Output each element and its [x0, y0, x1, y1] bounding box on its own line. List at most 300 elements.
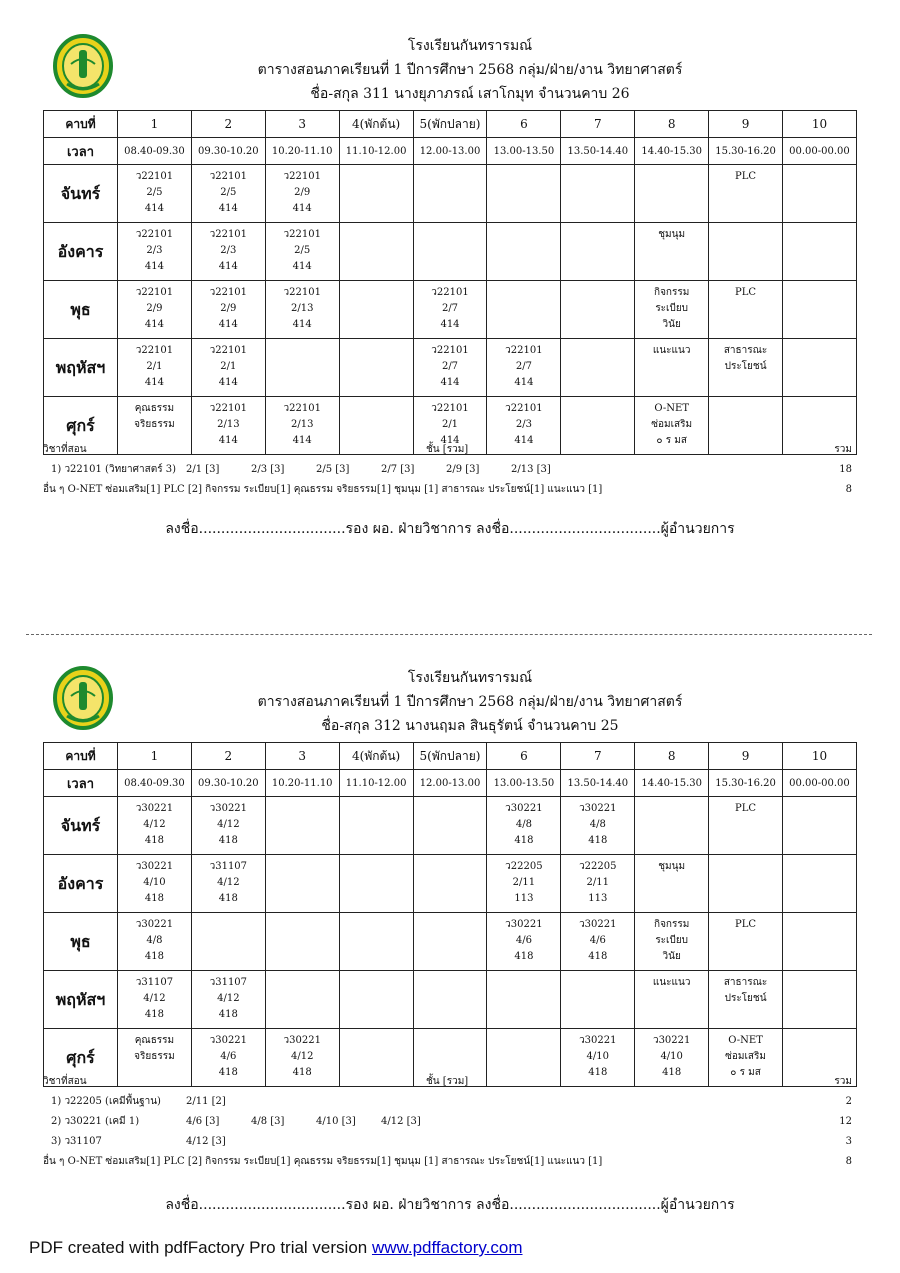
subject-class: 2/9 [3]: [446, 464, 480, 475]
period-cell: 7: [561, 743, 635, 770]
summary-classes-label: ชั้น [รวม]: [426, 1076, 469, 1087]
slot-text: 418: [588, 1067, 608, 1078]
slot-text: 2/13: [290, 419, 314, 430]
slot-text: 2/9: [220, 303, 237, 314]
slot-cell: [191, 223, 265, 281]
period-cell: 10: [783, 111, 857, 138]
slot-text: 418: [514, 835, 534, 846]
slot-text: 414: [144, 377, 164, 388]
day-row: [44, 971, 857, 1029]
slot-text: ว22101: [209, 287, 248, 298]
slot-cell: [118, 339, 192, 397]
slot-text: ระเบียบ: [655, 303, 689, 314]
slot-text: 414: [218, 377, 238, 388]
slot-text: 4/6: [589, 935, 606, 946]
slot-text: 414: [292, 261, 312, 272]
slot-text: ว30221: [652, 1035, 691, 1046]
slot-text: ว22101: [431, 345, 469, 356]
slot-text: คุณธรรม: [134, 403, 175, 414]
slot-text: 2/7: [441, 361, 459, 372]
slot-text: ว31107: [209, 861, 248, 872]
others-text: อื่น ๆ O-NET ซ่อมเสริม[1] PLC [2] กิจกรรม ระเบียบ[1] คุณธรรม จริยธรรม[1] ชุมนุม [1] สาธารณะ ประโยชน์[1] แนะแนว [1]: [43, 1156, 603, 1167]
day-row: [44, 855, 857, 913]
slot-cell: [265, 339, 339, 397]
period-cell: 4(พักต้น): [339, 743, 413, 770]
subject-class: 2/1 [3]: [186, 464, 220, 475]
slot-text: ว22101: [283, 403, 321, 414]
slot-text: ว31107: [209, 977, 248, 988]
slot-text: 4/12: [290, 1051, 314, 1062]
period-cell: 1: [118, 743, 192, 770]
slot-text: 2/1: [220, 361, 237, 372]
slot-text: PLC: [735, 803, 757, 814]
teacher-line: ชื่อ-สกุล 311 นางยุภาภรณ์ เสาโกมุท จำนวนคาบ 26: [310, 86, 630, 102]
schedule-table: [43, 742, 857, 1087]
summary-subject-label: วิชาที่สอน: [43, 444, 87, 455]
slot-cell: [413, 165, 487, 223]
slot-text: 418: [218, 1009, 238, 1020]
slot-text: 113: [514, 893, 534, 904]
day-label: อังคาร: [44, 223, 118, 281]
slot-cell: [635, 281, 709, 339]
day-label: ศุกร์: [44, 397, 118, 455]
period-cell: 9: [709, 111, 783, 138]
term-line: ตารางสอนภาคเรียนที่ 1 ปีการศึกษา 2568 กลุ่ม/ฝ่าย/งาน วิทยาศาสตร์: [257, 62, 683, 78]
slot-cell: [413, 223, 487, 281]
slot-cell: [413, 913, 487, 971]
slot-text: 2/5: [220, 187, 237, 198]
signature-line: ลงชื่อ.................................รอง ผอ. ฝ่ายวิชาการ ลงชื่อ..................................ผู้อำนวยการ: [165, 521, 735, 537]
day-label: พฤหัสฯ: [44, 339, 118, 397]
slot-text: 418: [218, 835, 238, 846]
school-name: โรงเรียนกันทรารมณ์: [407, 670, 533, 686]
slot-cell: [413, 281, 487, 339]
subject-row: [43, 1112, 856, 1132]
slot-text: 414: [144, 203, 164, 214]
teaching-summary: [43, 440, 856, 500]
slot-cell: [561, 913, 635, 971]
day-row: [44, 339, 857, 397]
slot-cell: [635, 971, 709, 1029]
slot-cell: [487, 971, 561, 1029]
footer-text: PDF created with pdfFactory Pro trial version: [29, 1238, 372, 1257]
slot-cell: [487, 165, 561, 223]
slot-cell: [709, 971, 783, 1029]
slot-cell: [635, 165, 709, 223]
slot-cell: [339, 223, 413, 281]
slot-cell: [191, 281, 265, 339]
slot-cell: [191, 855, 265, 913]
slot-text: 2/1: [146, 361, 163, 372]
slot-text: 414: [144, 319, 164, 330]
time-cell: 00.00-00.00: [783, 138, 857, 165]
time-cell: 14.40-15.30: [635, 770, 709, 797]
slot-text: 418: [144, 1009, 164, 1020]
period-cell: 4(พักต้น): [339, 111, 413, 138]
slot-text: 4/8: [589, 819, 606, 830]
slot-text: ว22101: [209, 229, 248, 240]
subject-class: 2/3 [3]: [251, 464, 285, 475]
slot-text: ว22101: [135, 229, 174, 240]
time-cell: 08.40-09.30: [118, 138, 192, 165]
slot-text: 4/12: [217, 877, 240, 888]
slot-text: 2/9: [294, 187, 311, 198]
slot-cell: [709, 281, 783, 339]
subject-name: 2) ว30221 (เคมี 1): [51, 1116, 140, 1127]
period-cell: 5(พักปลาย): [413, 111, 487, 138]
subject-row: [43, 460, 856, 480]
slot-text: ว22101: [135, 345, 174, 356]
slot-text: ซ่อมเสริม: [651, 419, 693, 430]
day-row: [44, 797, 857, 855]
period-cell: 2: [191, 111, 265, 138]
slot-text: O-NET: [654, 403, 690, 414]
period-cell: 8: [635, 743, 709, 770]
day-label: อังคาร: [44, 855, 118, 913]
slot-text: 414: [292, 319, 312, 330]
period-header-row: [44, 111, 857, 138]
slot-text: ว22101: [209, 403, 248, 414]
time-cell: 09.30-10.20: [191, 138, 265, 165]
slot-text: 414: [218, 435, 238, 446]
subject-class: 4/6 [3]: [186, 1116, 220, 1127]
day-label: พุธ: [44, 913, 118, 971]
slot-text: 113: [588, 893, 608, 904]
slot-text: 414: [218, 261, 238, 272]
slot-text: 414: [514, 377, 534, 388]
footer-link[interactable]: www.pdffactory.com: [371, 1238, 523, 1257]
slot-cell: [413, 339, 487, 397]
subject-class: 4/12 [3]: [186, 1136, 226, 1147]
slot-cell: [561, 797, 635, 855]
slot-cell: [339, 281, 413, 339]
slot-text: ชุมนุม: [658, 861, 686, 872]
time-cell: 15.30-16.20: [709, 770, 783, 797]
slot-cell: [487, 223, 561, 281]
slot-cell: [635, 797, 709, 855]
period-cell: 5(พักปลาย): [413, 743, 487, 770]
slot-text: 2/5: [294, 245, 311, 256]
schedule-table: [43, 110, 857, 455]
signature-line: ลงชื่อ.................................รอง ผอ. ฝ่ายวิชาการ ลงชื่อ..................................ผู้อำนวยการ: [165, 1197, 735, 1213]
slot-text: 2/7: [515, 361, 532, 372]
slot-text: กิจกรรม: [654, 287, 690, 298]
slot-text: 414: [292, 435, 312, 446]
subject-name: 1) ว22101 (วิทยาศาสตร์ 3): [51, 464, 177, 475]
slot-cell: [783, 223, 857, 281]
slot-text: 2/11: [586, 877, 610, 888]
slot-text: 4/10: [660, 1051, 683, 1062]
subject-total: 2: [845, 1096, 852, 1107]
slot-text: ว22205: [579, 861, 617, 872]
slot-cell: [413, 855, 487, 913]
time-cell: 13.50-14.40: [561, 138, 635, 165]
slot-text: 418: [144, 893, 164, 904]
slot-cell: [783, 855, 857, 913]
slot-text: 2/7: [441, 303, 459, 314]
time-cell: 09.30-10.20: [191, 770, 265, 797]
time-cell: 00.00-00.00: [783, 770, 857, 797]
time-cell: 13.00-13.50: [487, 138, 561, 165]
slot-cell: [118, 855, 192, 913]
day-label: ศุกร์: [44, 1029, 118, 1087]
slot-cell: [118, 971, 192, 1029]
slot-cell: [783, 797, 857, 855]
slot-text: ว30221: [505, 919, 543, 930]
period-label: คาบที่: [44, 111, 118, 138]
slot-cell: [783, 339, 857, 397]
others-row: [43, 480, 856, 500]
pdf-footer: [29, 1238, 523, 1258]
slot-text: ว22101: [209, 171, 248, 182]
slot-text: 414: [440, 377, 460, 388]
slot-text: คุณธรรม: [134, 1035, 175, 1046]
summary-header: [43, 440, 856, 460]
slot-cell: [561, 971, 635, 1029]
slot-text: ว30221: [283, 1035, 321, 1046]
subject-total: 12: [839, 1116, 852, 1127]
slot-cell: [635, 913, 709, 971]
period-cell: 6: [487, 111, 561, 138]
slot-cell: [783, 281, 857, 339]
slot-text: ว22205: [505, 861, 543, 872]
slot-cell: [118, 797, 192, 855]
slot-cell: [118, 913, 192, 971]
slot-text: 4/8: [515, 819, 532, 830]
time-row: [44, 138, 857, 165]
time-cell: 11.10-12.00: [339, 770, 413, 797]
time-cell: 12.00-13.00: [413, 138, 487, 165]
day-label: จันทร์: [44, 797, 118, 855]
period-label: คาบที่: [44, 743, 118, 770]
slot-cell: [487, 855, 561, 913]
time-row: [44, 770, 857, 797]
slot-text: แนะแนว: [652, 977, 691, 988]
summary-classes-label: ชั้น [รวม]: [426, 444, 469, 455]
slot-text: 414: [218, 319, 238, 330]
slot-text: ว30221: [579, 1035, 617, 1046]
slot-text: ว22101: [135, 171, 174, 182]
slot-cell: [783, 913, 857, 971]
slot-text: PLC: [735, 171, 757, 182]
time-cell: 08.40-09.30: [118, 770, 192, 797]
slot-text: ว31107: [135, 977, 174, 988]
slot-cell: [265, 913, 339, 971]
slot-text: 418: [218, 893, 238, 904]
slot-text: 418: [218, 1067, 238, 1078]
slot-text: 4/8: [146, 935, 163, 946]
slot-cell: [191, 339, 265, 397]
period-cell: 2: [191, 743, 265, 770]
day-row: [44, 913, 857, 971]
slot-cell: [709, 797, 783, 855]
slot-cell: [413, 971, 487, 1029]
slot-text: 4/10: [586, 1051, 610, 1062]
time-cell: 14.40-15.30: [635, 138, 709, 165]
slot-text: PLC: [735, 287, 757, 298]
period-cell: 3: [265, 111, 339, 138]
slot-text: ว30221: [135, 803, 174, 814]
slot-text: ว30221: [209, 803, 248, 814]
slot-text: 2/13: [290, 303, 314, 314]
period-cell: 6: [487, 743, 561, 770]
summary-subject-label: วิชาที่สอน: [43, 1076, 87, 1087]
slot-text: ว22101: [135, 287, 174, 298]
slot-text: O-NET: [728, 1035, 763, 1046]
slot-cell: [265, 223, 339, 281]
subject-class: 2/7 [3]: [381, 464, 415, 475]
school-logo: [53, 34, 113, 98]
slot-text: 414: [514, 435, 534, 446]
slot-cell: [783, 165, 857, 223]
slot-text: 418: [588, 835, 608, 846]
subject-class: 2/11 [2]: [186, 1096, 226, 1107]
slot-text: 2/5: [146, 187, 163, 198]
others-row: [43, 1152, 856, 1172]
slot-text: ว30221: [579, 803, 617, 814]
slot-text: 414: [440, 435, 460, 446]
slot-text: แนะแนว: [652, 345, 691, 356]
slot-text: 414: [440, 319, 460, 330]
day-label: พฤหัสฯ: [44, 971, 118, 1029]
day-row: [44, 165, 857, 223]
slot-text: 4/12: [143, 819, 166, 830]
school-logo: [53, 666, 113, 730]
slot-cell: [339, 165, 413, 223]
slot-cell: [118, 165, 192, 223]
slot-text: ๐ ร มส: [656, 435, 687, 446]
time-cell: 10.20-11.10: [265, 770, 339, 797]
slot-text: สาธารณะ: [723, 977, 768, 988]
slot-cell: [265, 797, 339, 855]
day-label: พุธ: [44, 281, 118, 339]
subject-class: 2/5 [3]: [316, 464, 350, 475]
slot-cell: [709, 855, 783, 913]
slot-text: ว22101: [431, 403, 469, 414]
slot-cell: [783, 971, 857, 1029]
subject-total: 3: [845, 1136, 852, 1147]
slot-text: 414: [144, 261, 164, 272]
slot-text: 4/12: [217, 993, 240, 1004]
slot-text: ว22101: [283, 229, 321, 240]
slot-cell: [413, 797, 487, 855]
slot-text: 2/9: [146, 303, 163, 314]
subject-class: 4/10 [3]: [316, 1116, 356, 1127]
others-text: อื่น ๆ O-NET ซ่อมเสริม[1] PLC [2] กิจกรรม ระเบียบ[1] คุณธรรม จริยธรรม[1] ชุมนุม [1] สาธารณะ ประโยชน์[1] แนะแนว [1]: [43, 484, 603, 495]
slot-text: วินัย: [662, 951, 681, 962]
subject-row: [43, 1092, 856, 1112]
slot-cell: [709, 913, 783, 971]
summary-total-label: รวม: [834, 444, 852, 455]
slot-cell: [487, 913, 561, 971]
slot-text: PLC: [735, 919, 757, 930]
slot-cell: [709, 165, 783, 223]
school-name: โรงเรียนกันทรารมณ์: [407, 38, 533, 54]
slot-text: 2/13: [217, 419, 240, 430]
slot-text: ว22101: [505, 403, 543, 414]
slot-cell: [191, 913, 265, 971]
slot-text: ว22101: [505, 345, 543, 356]
subject-class: 4/8 [3]: [251, 1116, 285, 1127]
subject-class: 4/12 [3]: [381, 1116, 421, 1127]
others-total: 8: [845, 1156, 852, 1167]
slot-text: 4/10: [143, 877, 166, 888]
subject-class: 2/13 [3]: [511, 464, 551, 475]
slot-text: ว30221: [505, 803, 543, 814]
time-cell: 15.30-16.20: [709, 138, 783, 165]
slot-text: ชุมนุม: [658, 229, 686, 240]
slot-text: วินัย: [662, 319, 681, 330]
period-cell: 8: [635, 111, 709, 138]
period-cell: 7: [561, 111, 635, 138]
slot-text: ว30221: [135, 919, 174, 930]
summary-total-label: รวม: [834, 1076, 852, 1087]
slot-cell: [487, 281, 561, 339]
time-cell: 12.00-13.00: [413, 770, 487, 797]
subject-total: 18: [839, 464, 852, 475]
subject-name: 3) ว31107: [51, 1136, 102, 1147]
slot-text: จริยธรรม: [134, 419, 175, 430]
slot-text: 4/6: [220, 1051, 237, 1062]
summary-header: [43, 1072, 856, 1092]
slot-text: ว30221: [209, 1035, 248, 1046]
slot-cell: [118, 281, 192, 339]
slot-text: 418: [588, 951, 608, 962]
slot-cell: [635, 339, 709, 397]
slot-cell: [265, 971, 339, 1029]
time-label: เวลา: [44, 138, 118, 165]
slot-text: ว22101: [283, 171, 321, 182]
slot-cell: [561, 855, 635, 913]
slot-cell: [561, 339, 635, 397]
slot-cell: [635, 223, 709, 281]
slot-cell: [265, 165, 339, 223]
slot-text: ว30221: [579, 919, 617, 930]
slot-text: 418: [662, 1067, 682, 1078]
slot-text: 2/1: [441, 419, 459, 430]
slot-text: ๐ ร มส: [730, 1067, 761, 1078]
slot-text: 4/6: [515, 935, 532, 946]
slot-text: ระเบียบ: [655, 935, 689, 946]
slot-cell: [561, 281, 635, 339]
period-cell: 3: [265, 743, 339, 770]
teacher-line: ชื่อ-สกุล 312 นางนฤมล สินธุรัตน์ จำนวนคาบ 25: [321, 718, 619, 734]
slot-text: 4/12: [143, 993, 166, 1004]
period-cell: 9: [709, 743, 783, 770]
slot-text: ว22101: [209, 345, 248, 356]
subject-name: 1) ว22205 (เคมีพื้นฐาน): [51, 1096, 161, 1107]
slot-cell: [709, 223, 783, 281]
slot-text: 2/11: [512, 877, 536, 888]
slot-text: 418: [514, 951, 534, 962]
slot-cell: [339, 855, 413, 913]
slot-cell: [118, 223, 192, 281]
others-total: 8: [845, 484, 852, 495]
subject-row: [43, 1132, 856, 1152]
slot-cell: [191, 971, 265, 1029]
slot-cell: [339, 339, 413, 397]
slot-text: ประโยชน์: [724, 361, 767, 372]
day-row: [44, 223, 857, 281]
slot-cell: [561, 223, 635, 281]
slot-cell: [487, 797, 561, 855]
slot-text: 414: [218, 203, 238, 214]
slot-cell: [339, 971, 413, 1029]
time-cell: 11.10-12.00: [339, 138, 413, 165]
slot-text: 2/3: [515, 419, 532, 430]
slot-text: กิจกรรม: [654, 919, 690, 930]
time-cell: 13.50-14.40: [561, 770, 635, 797]
